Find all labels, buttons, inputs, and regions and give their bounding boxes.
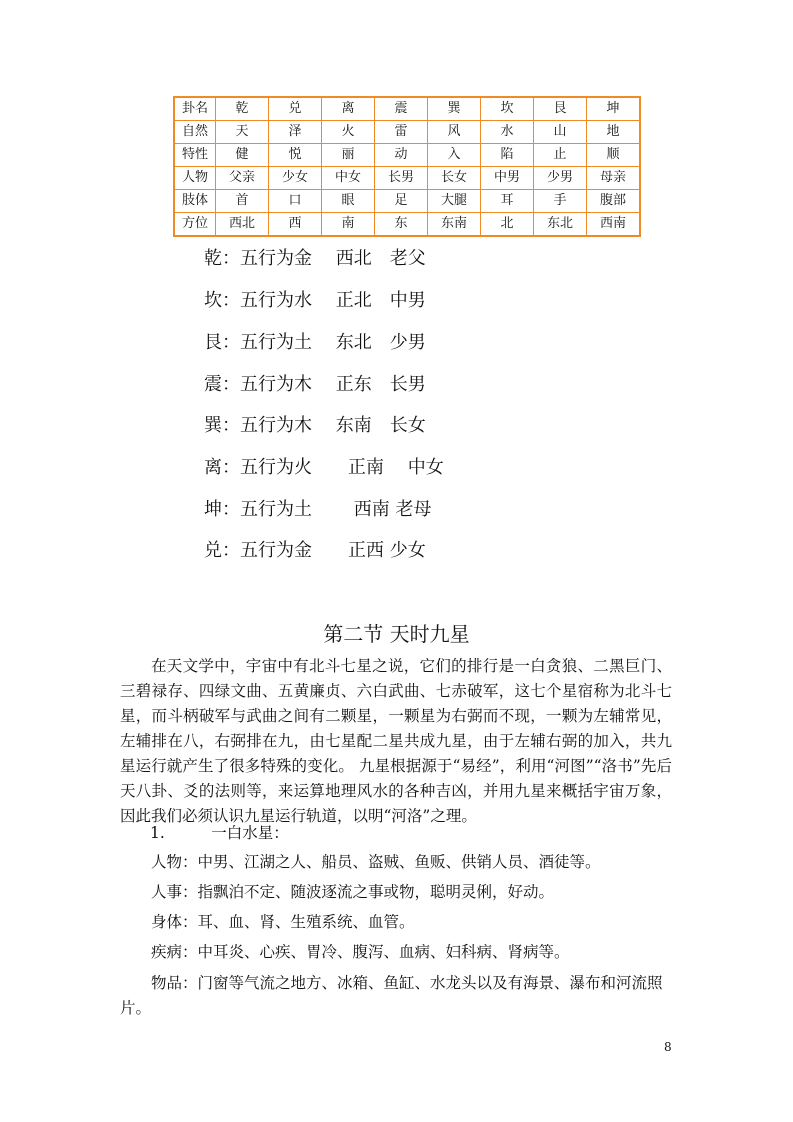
- table-cell: 火: [322, 121, 375, 144]
- table-cell: 天: [216, 121, 269, 144]
- table-cell: 东: [375, 213, 428, 237]
- table-row: [174, 167, 640, 190]
- table-row: [174, 97, 640, 121]
- table-cell: 母亲: [587, 167, 641, 190]
- table-cell: 大腿: [428, 190, 481, 213]
- section-title: 第二节 天时九星: [323, 622, 470, 646]
- attribute-line: 震：五行为木 正东 长男: [204, 374, 426, 395]
- attribute-line: 坎：五行为水 正北 中男: [204, 290, 426, 311]
- table-cell: 风: [428, 121, 481, 144]
- table-cell: 少女: [269, 167, 322, 190]
- table-cell: 巽: [428, 97, 481, 121]
- detail-line-objects: 物品：门窗等气流之地方、冰箱、鱼缸、水龙头以及有海景、瀑布和河流照片。: [120, 974, 663, 1017]
- table-row: [174, 121, 640, 144]
- table-cell: 眼: [322, 190, 375, 213]
- table-cell: 兑: [269, 97, 322, 121]
- row-label: 卦名: [174, 97, 216, 121]
- body-paragraph: 在天文学中，宇宙中有北斗七星之说，它们的排行是一白贪狼、二黑巨门、三碧禄存、四绿文曲、五黄廉贞、六白武曲、七赤破军，这七个星宿称为北斗七星，而斗柄破军与武曲之间有二颗星，一颗星为右弼而不现，一颗为左辅常见，左辅排在八，右弼排在九，由七星配二星共成九星，由于左辅右弼的加入，共九星运行就产生了很多特殊的变化。 九星根据源于“易经”，利用“河图”“洛书”先后天八卦、爻的法则等，来运算地理风水的各种吉凶，并用九星来概括宇宙万象，因此我们必须认识九星运行轨道，以明“河洛”之理。: [120, 657, 672, 825]
- attribute-line: 巽：五行为木 东南 长女: [204, 415, 426, 436]
- table-cell: 北: [481, 213, 534, 237]
- table-row: [174, 190, 640, 213]
- table-cell: 入: [428, 144, 481, 167]
- table-cell: 艮: [534, 97, 587, 121]
- table-cell: 坤: [587, 97, 641, 121]
- table-cell: 西北: [216, 213, 269, 237]
- table-cell: 雷: [375, 121, 428, 144]
- row-label: 人物: [174, 167, 216, 190]
- table-cell: 止: [534, 144, 587, 167]
- table-cell: 首: [216, 190, 269, 213]
- table-cell: 足: [375, 190, 428, 213]
- detail-line-people: 人物：中男、江湖之人、船员、盗贼、鱼贩、供销人员、酒徒等。: [151, 853, 601, 871]
- table-cell: 陷: [481, 144, 534, 167]
- attribute-line: 坤：五行为土 西南 老母: [204, 499, 432, 520]
- table-cell: 山: [534, 121, 587, 144]
- table-row: [174, 144, 640, 167]
- table-cell: 丽: [322, 144, 375, 167]
- table-cell: 南: [322, 213, 375, 237]
- table-cell: 东南: [428, 213, 481, 237]
- attribute-line: 兑：五行为金 正西 少女: [204, 540, 426, 561]
- table-cell: 离: [322, 97, 375, 121]
- row-label: 特性: [174, 144, 216, 167]
- attribute-line: 艮：五行为土 东北 少男: [204, 332, 426, 353]
- table-row: [174, 213, 640, 237]
- detail-line-body: 身体：耳、血、肾、生殖系统、血管。: [151, 913, 415, 931]
- table-cell: 西南: [587, 213, 641, 237]
- trigram-table: [173, 96, 641, 237]
- row-label: 肢体: [174, 190, 216, 213]
- table-cell: 父亲: [216, 167, 269, 190]
- table-cell: 坎: [481, 97, 534, 121]
- table-cell: 健: [216, 144, 269, 167]
- table-cell: 东北: [534, 213, 587, 237]
- table-cell: 腹部: [587, 190, 641, 213]
- table-cell: 泽: [269, 121, 322, 144]
- row-label: 方位: [174, 213, 216, 237]
- table-cell: 手: [534, 190, 587, 213]
- detail-line-affairs: 人事：指飘泊不定、随波逐流之事或物，聪明灵俐，好动。: [151, 883, 555, 901]
- table-cell: 长男: [375, 167, 428, 190]
- attribute-line: 离：五行为火 正南 中女: [204, 457, 444, 478]
- trigram-table-body: [174, 97, 640, 236]
- table-cell: 地: [587, 121, 641, 144]
- table-cell: 乾: [216, 97, 269, 121]
- table-cell: 水: [481, 121, 534, 144]
- table-cell: 长女: [428, 167, 481, 190]
- table-cell: 西: [269, 213, 322, 237]
- table-cell: 口: [269, 190, 322, 213]
- row-label: 自然: [174, 121, 216, 144]
- table-cell: 动: [375, 144, 428, 167]
- detail-line-illness: 疾病：中耳炎、心疾、胃冷、腹泻、血病、妇科病、肾病等。: [151, 943, 570, 961]
- attribute-line: 乾：五行为金 西北 老父: [204, 248, 426, 269]
- page-number: 8: [664, 1040, 672, 1054]
- table-cell: 悦: [269, 144, 322, 167]
- table-cell: 震: [375, 97, 428, 121]
- list-heading: 1. 一白水星：: [150, 824, 289, 842]
- table-cell: 少男: [534, 167, 587, 190]
- table-cell: 中男: [481, 167, 534, 190]
- table-cell: 中女: [322, 167, 375, 190]
- table-cell: 顺: [587, 144, 641, 167]
- table-cell: 耳: [481, 190, 534, 213]
